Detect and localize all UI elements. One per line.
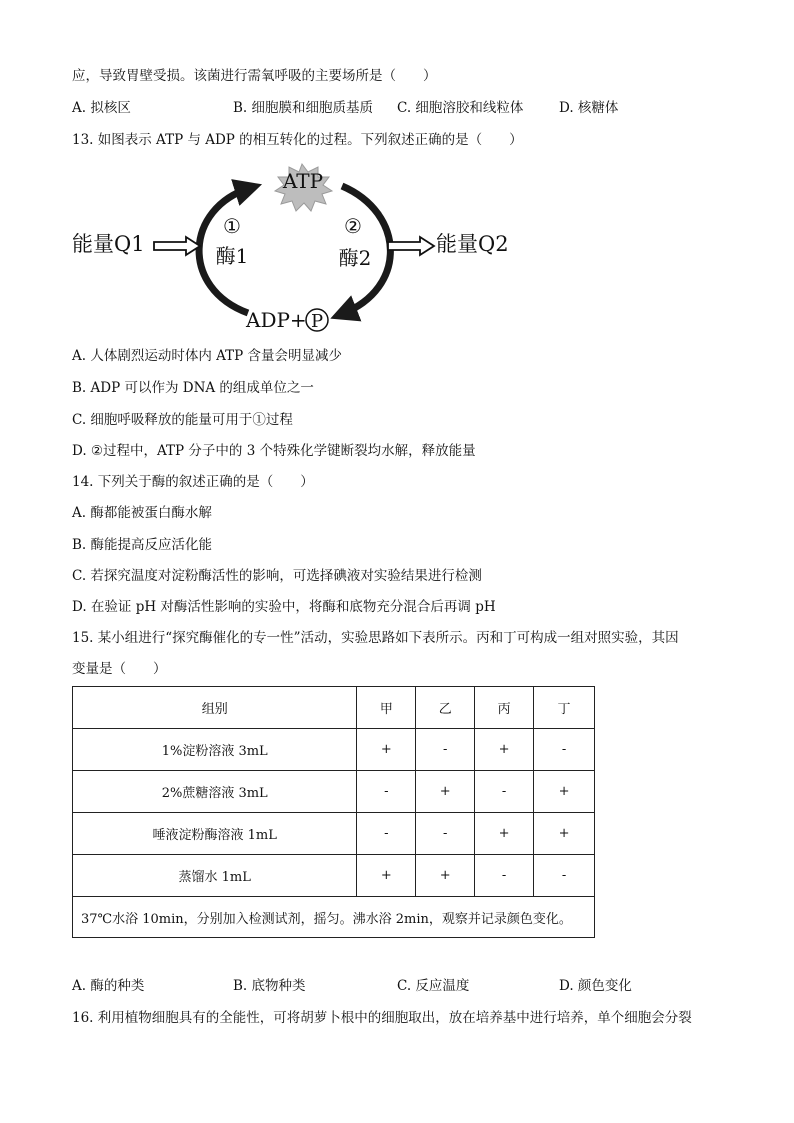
q13-option-d: D. ②过程中，ATP 分子中的 3 个特殊化学键断裂均水解，释放能量 <box>72 443 476 459</box>
table-header-row <box>73 687 595 729</box>
q12-option-b: B. 细胞膜和细胞质基质 <box>233 100 374 116</box>
table-cell: - <box>357 771 416 813</box>
q14-option-a: A. 酶都能被蛋白酶水解 <box>72 505 212 521</box>
enzyme1-label: 酶1 <box>215 244 249 268</box>
q14-option-d: D. 在验证 pH 对酶活性影响的实验中，将酶和底物充分混合后再调 pH <box>72 599 496 615</box>
table-cell: - <box>534 855 595 897</box>
table-cell: + <box>357 855 416 897</box>
adp-label: ADP+ <box>246 308 307 332</box>
energy-in-arrow-icon <box>154 237 200 255</box>
table-cell: - <box>357 813 416 855</box>
q15-option-a: A. 酶的种类 <box>72 978 145 994</box>
table-header-cell: 组别 <box>73 687 357 729</box>
q15-option-d: D. 颜色变化 <box>559 978 632 994</box>
table-row <box>73 813 595 855</box>
step1-label: ① <box>223 214 241 238</box>
atp-label: ATP <box>282 169 324 193</box>
enzyme2-label: 酶2 <box>338 246 372 270</box>
table-row <box>73 855 595 897</box>
q14-option-c: C. 若探究温度对淀粉酶活性的影响，可选择碘液对实验结果进行检测 <box>72 568 482 584</box>
table-header-cell: 乙 <box>416 687 475 729</box>
table-header-cell: 甲 <box>357 687 416 729</box>
table-cell: + <box>534 813 595 855</box>
table-cell: 唾液淀粉酶溶液 1mL <box>73 813 357 855</box>
table-header-cell: 丁 <box>534 687 595 729</box>
atp-adp-cycle-diagram <box>70 158 530 338</box>
table-cell: 蒸馏水 1mL <box>73 855 357 897</box>
table-cell: + <box>416 855 475 897</box>
energy-q2-label: 能量Q2 <box>436 232 509 256</box>
q15-option-b: B. 底物种类 <box>233 978 306 994</box>
table-cell: + <box>475 813 534 855</box>
table-cell: + <box>534 771 595 813</box>
table-row <box>73 771 595 813</box>
table-row <box>73 729 595 771</box>
energy-out-arrow-icon <box>388 237 434 255</box>
q13-stem: 13. 如图表示 ATP 与 ADP 的相互转化的过程。下列叙述正确的是（ ） <box>72 132 523 148</box>
table-cell: 2%蔗糖溶液 3mL <box>73 771 357 813</box>
q16-stem: 16. 利用植物细胞具有的全能性，可将胡萝卜根中的细胞取出，放在培养基中进行培养，单个细胞会分裂 <box>72 1010 692 1026</box>
table-cell: + <box>416 771 475 813</box>
table-cell: - <box>534 729 595 771</box>
table-cell: - <box>475 771 534 813</box>
table-cell: - <box>416 729 475 771</box>
q15-stem-line2: 变量是（ ） <box>72 661 167 677</box>
table-note-row <box>73 897 595 938</box>
q13-option-c: C. 细胞呼吸释放的能量可用于①过程 <box>72 412 293 428</box>
table-note: 37℃水浴 10min，分别加入检测试剂，摇匀。沸水浴 2min，观察并记录颜色变化。 <box>73 897 595 938</box>
q12-option-d: D. 核糖体 <box>559 100 619 116</box>
q14-stem: 14. 下列关于酶的叙述正确的是（ ） <box>72 474 314 490</box>
q12-tail: 应，导致胃壁受损。该菌进行需氧呼吸的主要场所是（ ） <box>72 68 437 84</box>
q12-option-a: A. 拟核区 <box>72 100 131 116</box>
q15-option-c: C. 反应温度 <box>397 978 470 994</box>
table-header-cell: 丙 <box>475 687 534 729</box>
table-cell: 1%淀粉溶液 3mL <box>73 729 357 771</box>
table-cell: + <box>357 729 416 771</box>
table-cell: - <box>475 855 534 897</box>
table-cell: + <box>475 729 534 771</box>
q14-option-b: B. 酶能提高反应活化能 <box>72 537 213 553</box>
table-cell: - <box>416 813 475 855</box>
energy-q1-label: 能量Q1 <box>72 232 145 256</box>
q13-option-b: B. ADP 可以作为 DNA 的组成单位之一 <box>72 380 314 396</box>
q13-option-a: A. 人体剧烈运动时体内 ATP 含量会明显减少 <box>72 348 343 364</box>
q15-stem-line1: 15. 某小组进行“探究酶催化的专一性”活动，实验思路如下表所示。丙和丁可构成一组对照实验，其因 <box>72 630 679 646</box>
experiment-table <box>72 686 595 938</box>
step2-label: ② <box>344 214 362 238</box>
q12-option-c: C. 细胞溶胶和线粒体 <box>397 100 524 116</box>
phosphate-label: P <box>310 311 324 332</box>
